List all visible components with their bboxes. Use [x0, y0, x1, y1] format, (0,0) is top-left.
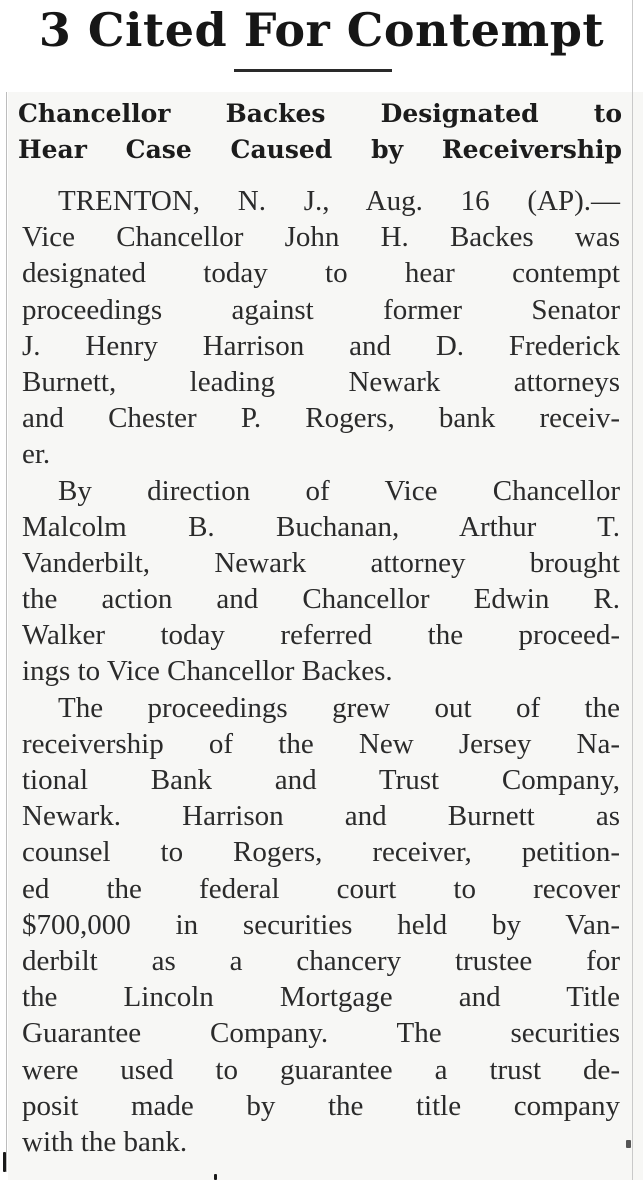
- article-line: were used to guarantee a trust de-: [22, 1053, 620, 1086]
- article-line: J. Henry Harrison and D. Frederick: [22, 329, 620, 362]
- article-line: Vice Chancellor John H. Backes was: [22, 221, 620, 254]
- article-line: posit made by the title company: [22, 1089, 620, 1122]
- article-line: TRENTON, N. J., Aug. 16 (AP).—: [58, 185, 620, 217]
- print-speck: [626, 1140, 631, 1148]
- column-rule-left: [6, 92, 7, 1172]
- article-line: Vanderbilt, Newark attorney brought: [22, 546, 620, 579]
- article-line: derbilt as a chancery trustee for: [22, 944, 620, 977]
- article-line: Guarantee Company. The securities: [22, 1017, 620, 1050]
- article-line: ed the federal court to recover: [22, 872, 620, 905]
- print-speck: [3, 1152, 6, 1172]
- subheadline: [18, 96, 622, 168]
- print-speck: [214, 1174, 217, 1180]
- article-line: The proceedings grew out of the: [58, 691, 620, 724]
- article-line: counsel to Rogers, receiver, petition-: [22, 836, 620, 869]
- headline-divider: [234, 69, 392, 72]
- article-line: proceedings against former Senator: [22, 293, 620, 326]
- column-rule-right: [632, 0, 633, 1180]
- article-line: and Chester P. Rogers, bank receiv-: [22, 402, 620, 435]
- article-line: the action and Chancellor Edwin R.: [22, 583, 620, 616]
- article-line: tional Bank and Trust Company,: [22, 764, 620, 796]
- article-line: er.: [22, 438, 51, 471]
- article-line: Newark. Harrison and Burnett as: [22, 800, 620, 833]
- subheadline-line: Chancellor Backes Designated to: [18, 99, 622, 128]
- article-line: with the bank.: [22, 1125, 188, 1158]
- article-line: the Lincoln Mortgage and Title: [22, 981, 620, 1014]
- article-line: By direction of Vice Chancellor: [58, 474, 620, 507]
- headline: 3 Cited For Contempt: [38, 3, 605, 57]
- article-line: Malcolm B. Buchanan, Arthur T.: [22, 510, 620, 543]
- article-line: Burnett, leading Newark attorneys: [22, 365, 620, 398]
- article-line: Walker today referred the proceed-: [22, 619, 620, 652]
- article-line: receivership of the New Jersey Na-: [22, 727, 620, 760]
- article-body: [22, 183, 620, 1160]
- article-line: ings to Vice Chancellor Backes.: [22, 655, 393, 688]
- article-line: $700,000 in securities held by Van-: [22, 908, 620, 941]
- subheadline-line: Hear Case Caused by Receivership: [18, 135, 622, 164]
- article-line: designated today to hear contempt: [22, 257, 620, 290]
